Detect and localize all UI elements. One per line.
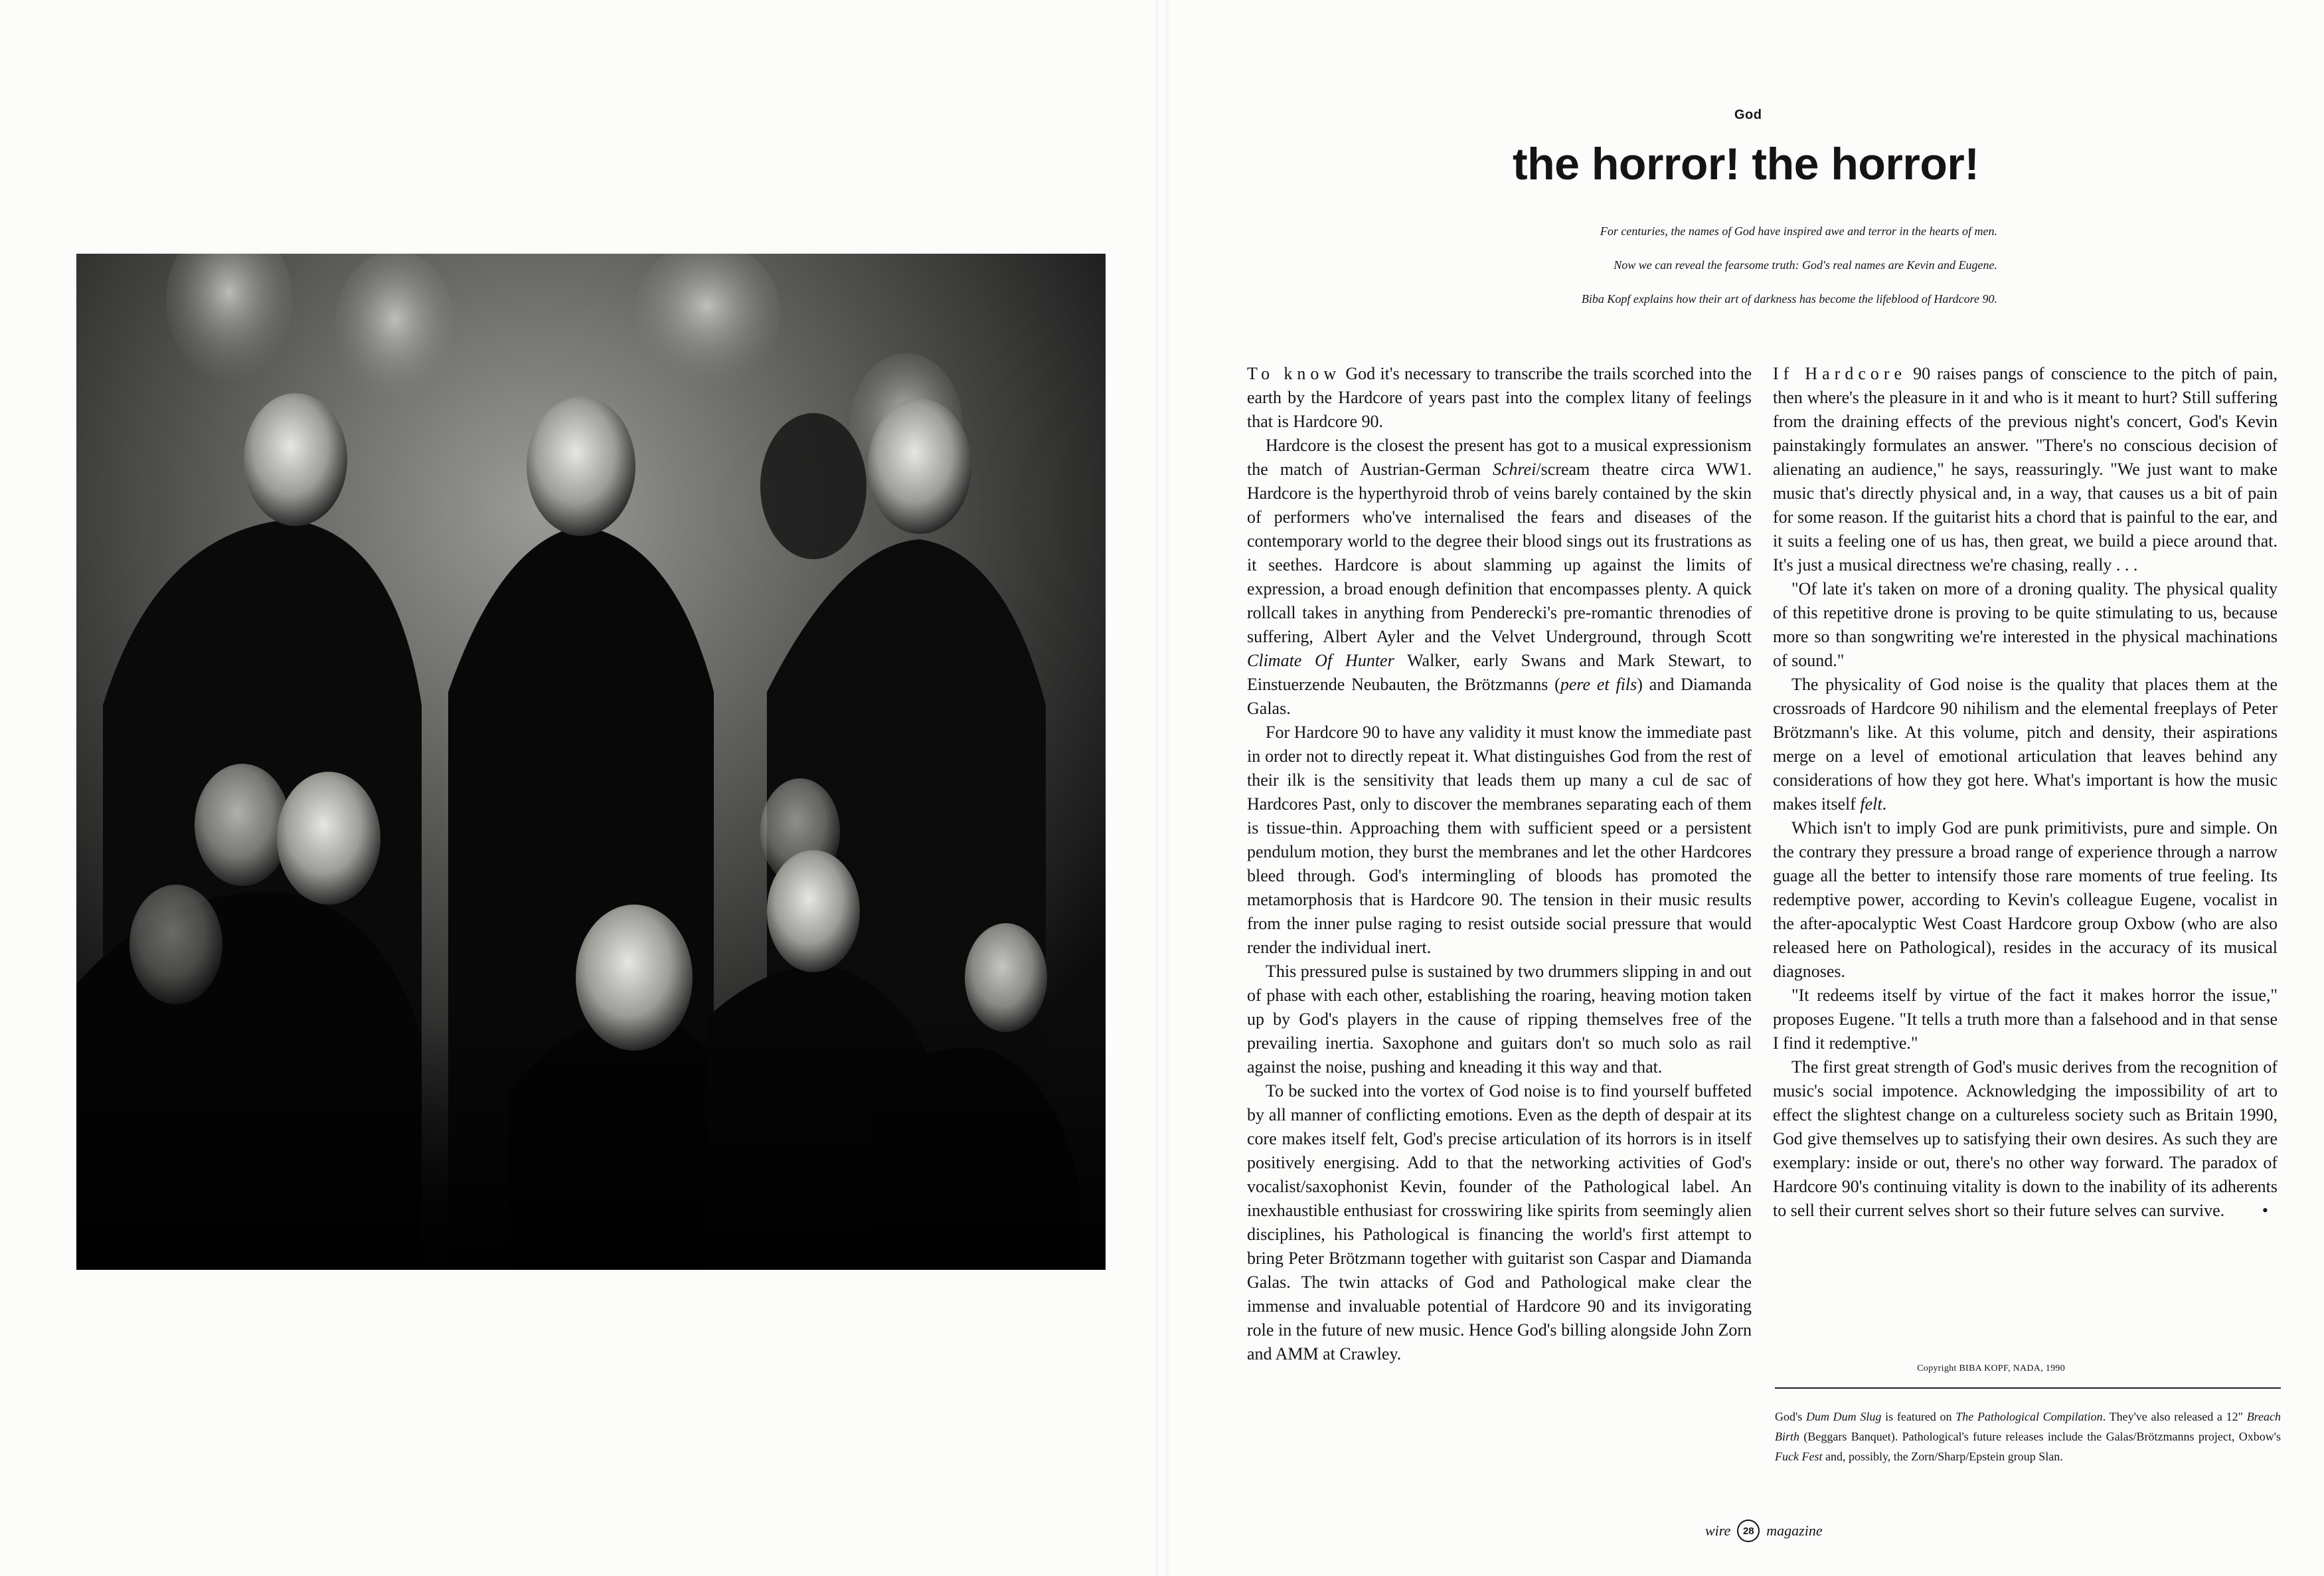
paragraph-text: The physicality of God noise is the quality that places them at the crossroads of Hardcore 90 nihilism and the elemental freeplays of Peter Brötzmann's like. At this volume, pitch and density, their aspirations merge on a level of emotional articulation that leaves behind any considerations of how they got here. What's important is how the music makes itself <box>1773 675 2278 814</box>
copyright-line: Copyright BIBA KOPF, NADA, 1990 <box>1917 1363 2065 1373</box>
paragraph-text: . <box>1882 794 1887 814</box>
page-folio <box>1705 1520 1823 1542</box>
footnote-title: The Pathological Compilation <box>1955 1410 2103 1423</box>
paragraph <box>1247 434 1752 721</box>
end-mark-icon: • <box>2262 1201 2268 1220</box>
deck-line: Biba Kopf explains how their art of darkness has become the lifeblood of Hardcore 90. <box>1581 292 1997 306</box>
footnote-run: and, possibly, the Zorn/Sharp/Epstein group Slan. <box>1822 1450 2063 1463</box>
article-column-right <box>1773 362 2278 1223</box>
headline: the horror! the horror! <box>1513 139 1979 189</box>
paragraph <box>1773 673 2278 816</box>
footnote-text <box>1775 1407 2281 1466</box>
paragraph: To be sucked into the vortex of God noise is to find yourself buffeted by all manner of conflicting emotions. Even as the depth of despair at its core makes itself felt, God's precise articulation of its horrors is in itself positively energising. Add to that the networking activities of God's vocalist/saxophonist Kevin, founder of the Pathological label. An inexhaustible enthusiast for crosswiring like spirits from seemingly alien disciplines, his Pathological is financing the world's first attempt to bring Peter Brötzmann together with guitarist son Caspar and Diamanda Galas. The twin attacks of God and Pathological make clear the immense and invaluable potential of Hardcore 90 and its invigorating role in the future of new music. Hence God's billing alongside John Zorn and AMM at Crawley. <box>1247 1081 1752 1363</box>
paragraph-text: The first great strength of God's music derives from the recognition of music's social impotence. Acknowledging the impossibility of art to effect the slightest change on a cultureless society such as Britain 1990, God give themselves up to satisfying their own desires. As such they are exemplary: inside or out, there's no other way forward. The paradox of Hardcore 90's continuing vitality is down to the inability of its adherents to sell their current selves short so their future selves can survive. <box>1773 1057 2278 1220</box>
deck-line: For centuries, the names of God have inspired awe and terror in the hearts of men. <box>1600 224 1997 238</box>
divider <box>1775 1387 2281 1389</box>
footnote-run: . They've also released a 12" <box>2102 1410 2247 1423</box>
footnote-run: is featured on <box>1881 1410 1956 1423</box>
paragraph <box>1773 1055 2278 1223</box>
paragraph: "Of late it's taken on more of a droning quality. The physical quality of this repetitive drone is proving to be quite stimulating to us, because more so than songwriting we're interested in the physical machinations of sound." <box>1773 579 2278 670</box>
paragraph-text: 90 raises pangs of conscience to the pitch of pain, then where's the pleasure in it and who is it meant to hurt? Still suffering from the draining effects of the previous night's concert, God's Kevin painstakingly formulates an answer. "There's no conscious decision of alienating an audience," he says, reassuringly. "We just want to make music that's directly physical and, in a way, that causes us a bit of pain for some reason. If the guitarist hits a chord that is painful to the ear, and it suits a feeling one of us has, then great, we build a piece around that. It's just a musical directness we're chasing, really . . . <box>1773 364 2278 574</box>
footnote-title: Dum Dum Slug <box>1805 1410 1882 1423</box>
release-footnote <box>1775 1407 2281 1466</box>
footnote-run: (Beggars Banquet). Pathological's future releases include the Galas/Brötzmanns project, Oxbow's <box>1799 1430 2281 1443</box>
paragraph-text: Walker, early Swans and Mark Stewart, to Einstuerzende Neubauten, the Brötzmanns ( <box>1247 651 1752 694</box>
paragraph: This pressured pulse is sustained by two drummers slipping in and out of phase with each other, establishing the roaring, heaving motion taken up by God's players in the cause of ripping themselves free of the prevailing inertia. Saxophone and guitars don't so much solo as rail against the noise, pushing and kneading it this way and that. <box>1247 962 1752 1077</box>
band-photo <box>76 254 1106 1270</box>
paragraph-text: Hardcore is the closest the present has got to a musical expressionism the match of Austrian-German <box>1247 436 1752 479</box>
italic-term: felt <box>1860 794 1882 814</box>
footnote-title: Fuck Fest <box>1775 1450 1823 1463</box>
paragraph-text: ) and Diamanda Galas. <box>1247 675 1752 718</box>
paragraph: Which isn't to imply God are punk primitivists, pure and simple. On the contrary they pressure a broad range of experience through a narrow guage all the better to intensify those rare moments of true feeling. Its redemptive power, according to Kevin's colleague Eugene, vocalist in the after-apocalyptic West Coast Hardcore group Oxbow (who are also released here on Pathological), resides in the accuracy of its musical diagnoses. <box>1773 818 2278 981</box>
deck <box>1582 224 1997 326</box>
folio-left: wire <box>1705 1522 1731 1539</box>
deck-line: Now we can reveal the fearsome truth: God's real names are Kevin and Eugene. <box>1614 258 1997 272</box>
drop-cap-smallcaps: To know <box>1247 364 1341 383</box>
footnote-title: Breach Birth <box>1775 1410 2281 1443</box>
paragraph: For Hardcore 90 to have any validity it must know the immediate past in order not to directly repeat it. What distinguishes God from the rest of their ilk is the sensitivity that leads them up many a cul de sac of Hardcores Past, only to discover the membranes separating each of them is tissue-thin. Approaching them with sufficient speed or a persistent pendulum motion, they burst the membranes and let the other Hardcores bleed through. God's intermingling of bloods has promoted the metamorphosis that is Hardcore 90. The tension in their music results from the inner pulse raging to resist outside social pressure that would render the individual inert. <box>1247 723 1752 957</box>
paragraph: "It redeems itself by virtue of the fact it makes horror the issue," proposes Eugene. "It tells a truth more than a falsehood and in that sense I find it redemptive." <box>1773 986 2278 1053</box>
italic-term: Climate Of Hunter <box>1247 651 1394 670</box>
folio-right: magazine <box>1766 1522 1823 1539</box>
paragraph-text: /scream theatre circa WW1. Hardcore is the hyperthyroid throb of veins barely contained by the skin of performers who've internalised the fears and diseases of the contemporary world to the degree their blood sings out its frustrations as it seethes. Hardcore is about slamming up against the limits of expression, a broad enough definition that encompasses plenty. A quick rollcall takes in anything from Penderecki's pre-romantic threnodies of suffering, Albert Ayler and the Velvet Underground, through Scott <box>1247 460 1752 646</box>
page-number: 28 <box>1737 1520 1760 1542</box>
paragraph <box>1773 362 2278 577</box>
page-gutter <box>1155 0 1169 1576</box>
italic-term: Schrei <box>1492 460 1536 479</box>
italic-term: pere et fils <box>1560 675 1637 694</box>
paragraph-text: God it's necessary to transcribe the trails scorched into the earth by the Hardcore of years past into the complex litany of feelings that is Hardcore 90. <box>1247 364 1752 431</box>
paragraph <box>1247 362 1752 434</box>
drop-cap-smallcaps: If Hardcore <box>1773 364 1907 383</box>
section-label: God <box>1734 108 1762 122</box>
article-column-left <box>1247 362 1752 1366</box>
footnote-run: God's <box>1775 1410 1806 1423</box>
